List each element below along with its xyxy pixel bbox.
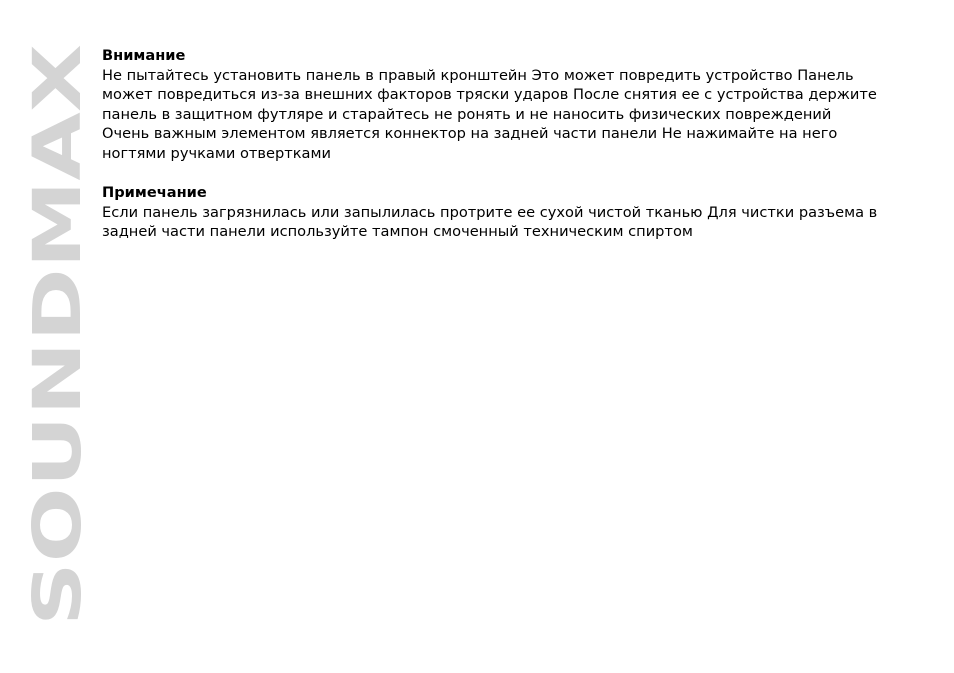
soundmax-logo — [19, 44, 96, 626]
warning-paragraph-2: Очень важным элементом является коннектор на задней части панели Не нажимайте на него ногтями ручками отвертками — [102, 125, 838, 162]
soundmax-logo-text: SOUNDMAX — [19, 191, 96, 626]
note-heading: Примечание — [102, 184, 207, 202]
warning-paragraph-1: Не пытайтесь установить панель в правый кронштейн Это может повредить устройство Панель может повредиться из-за внешних факторов тряски ударов После снятия ее с устройства держите панель в защитном футляре и старайтесь не ронять и не наносить физических повреждений — [102, 66, 877, 123]
note-paragraph: Если панель загрязнилась или запылилась протрите ее сухой чистой тканью Для чистки разъема в задней части панели используйте тампон смоченный техническим спиртом — [102, 203, 878, 241]
warning-heading: Внимание — [102, 47, 186, 64]
section-spacer — [102, 164, 902, 184]
soundmax-logo-graphic — [19, 44, 96, 626]
document-body — [102, 46, 902, 242]
